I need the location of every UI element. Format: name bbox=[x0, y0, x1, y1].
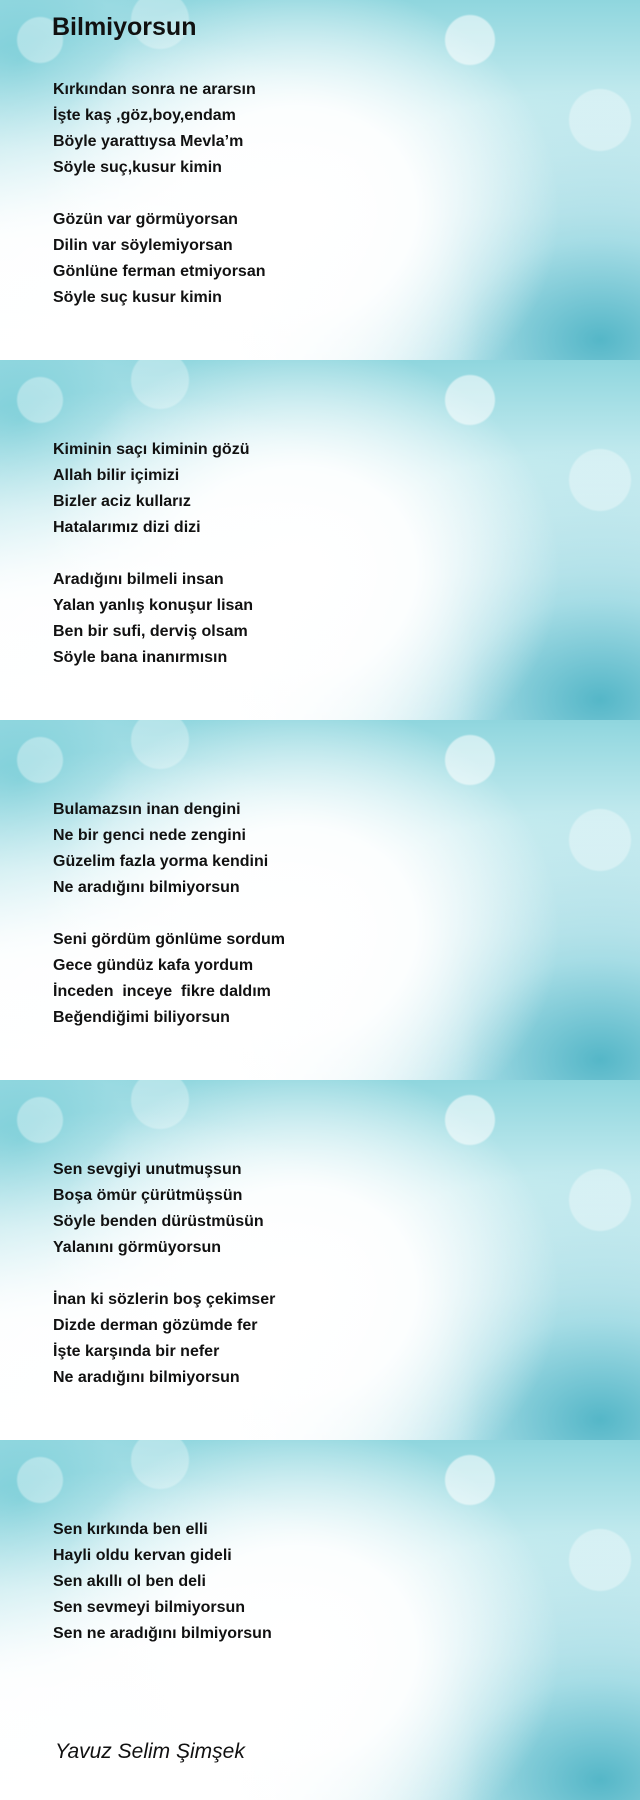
poem-line: Güzelim fazla yorma kendini bbox=[53, 853, 269, 870]
poem-line: Gözün var görmüyorsan bbox=[53, 211, 238, 228]
poem-line: Seni gördüm gönlüme sordum bbox=[53, 931, 286, 948]
poem-line: Kırkından sonra ne ararsın bbox=[53, 81, 256, 98]
poem-line: Kiminin saçı kiminin gözü bbox=[53, 441, 250, 458]
poem-line: Söyle bana inanırmısın bbox=[53, 649, 228, 666]
stanza-6 bbox=[53, 927, 285, 1031]
poem-line: Boşa ömür çürütmüşsün bbox=[53, 1187, 243, 1204]
poem-line: Böyle yarattıysa Mevla’m bbox=[53, 133, 244, 150]
poem-line: Sen sevgiyi unutmuşsun bbox=[53, 1161, 242, 1178]
poem-line: Hayli oldu kervan gideli bbox=[53, 1547, 232, 1564]
poem-line: Bizler aciz kullarız bbox=[53, 493, 191, 510]
poem-title: Bilmiyorsun bbox=[52, 13, 197, 41]
poem-line: Yalanını görmüyorsun bbox=[53, 1239, 222, 1256]
poem-line: Hatalarımız dizi dizi bbox=[53, 519, 201, 536]
poem-line: İşte kaş ,göz,boy,endam bbox=[53, 107, 236, 124]
poem-line: Dizde derman gözümde fer bbox=[53, 1317, 258, 1334]
poem-line: Söyle suç,kusur kimin bbox=[53, 159, 222, 176]
poem-line: İnan ki sözlerin boş çekimser bbox=[53, 1291, 276, 1308]
poem-author: Yavuz Selim Şimşek bbox=[55, 1740, 245, 1763]
poem-line: Yalan yanlış konuşur lisan bbox=[53, 597, 254, 614]
stanza-1 bbox=[53, 77, 256, 181]
poem-line: İşte karşında bir nefer bbox=[53, 1343, 220, 1360]
poem-line: Sen ne aradığını bilmiyorsun bbox=[53, 1625, 272, 1642]
poem-line: Beğendiğimi biliyorsun bbox=[53, 1009, 230, 1026]
stanza-7 bbox=[53, 1157, 264, 1261]
poem-line: Gece gündüz kafa yordum bbox=[53, 957, 254, 974]
poem-line: Söyle suç kusur kimin bbox=[53, 289, 222, 306]
poem-line: Sen akıllı ol ben deli bbox=[53, 1573, 206, 1590]
poem-line: Gönlüne ferman etmiyorsan bbox=[53, 263, 266, 280]
poem-line: İnceden inceye fikre daldım bbox=[53, 983, 271, 1000]
poem-line: Ne bir genci nede zengini bbox=[53, 827, 246, 844]
stanza-8 bbox=[53, 1287, 275, 1391]
stanza-9 bbox=[53, 1517, 272, 1647]
poem-line: Ben bir sufi, derviş olsam bbox=[53, 623, 248, 640]
stanza-2 bbox=[53, 207, 266, 311]
poem-line: Bulamazsın inan dengini bbox=[53, 801, 241, 818]
poem-line: Allah bilir içimizi bbox=[53, 467, 180, 484]
poem-line: Söyle benden dürüstmüsün bbox=[53, 1213, 264, 1230]
poem-line: Dilin var söylemiyorsan bbox=[53, 237, 233, 254]
poem-line: Ne aradığını bilmiyorsun bbox=[53, 1369, 240, 1386]
poem-line: Aradığını bilmeli insan bbox=[53, 571, 224, 588]
stanza-3 bbox=[53, 437, 249, 541]
poem-line: Ne aradığını bilmiyorsun bbox=[53, 879, 240, 896]
stanza-5 bbox=[53, 797, 268, 901]
stanza-4 bbox=[53, 567, 253, 671]
poem-line: Sen sevmeyi bilmiyorsun bbox=[53, 1599, 246, 1616]
poem-line: Sen kırkında ben elli bbox=[53, 1521, 208, 1538]
